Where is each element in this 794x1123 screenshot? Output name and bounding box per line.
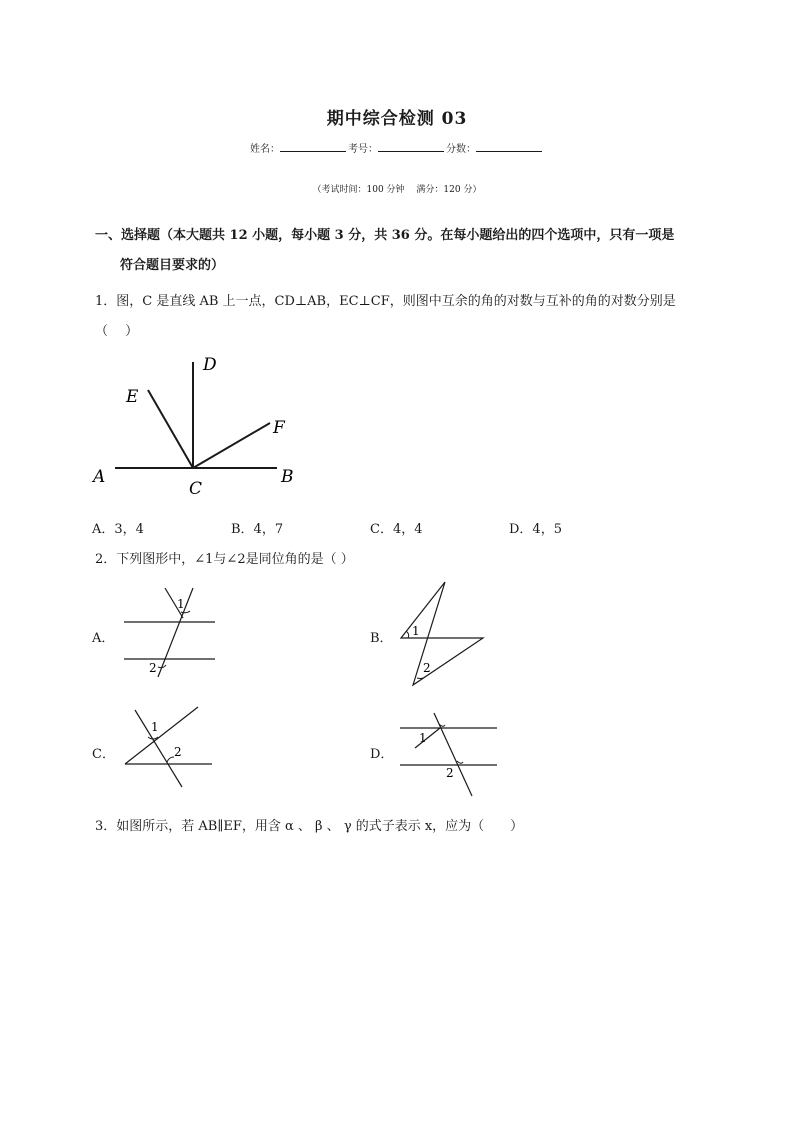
score-blank bbox=[476, 151, 542, 152]
score-label: 分数： bbox=[446, 144, 476, 155]
exam-number-blank bbox=[378, 151, 444, 152]
q2-stem: 2．下列图形中，∠1与∠2是同位角的是（ ） bbox=[95, 552, 354, 567]
exam-time-info: （考试时间：100 分钟 满分：120 分） bbox=[312, 185, 482, 195]
page-title: 期中综合检测 03 bbox=[326, 109, 468, 129]
q2-figure-d bbox=[395, 708, 505, 800]
angle-2-label: 2 bbox=[446, 766, 454, 780]
angle-1-label: 1 bbox=[177, 597, 185, 611]
label-e: E bbox=[126, 387, 139, 407]
label-c: C bbox=[189, 479, 203, 499]
student-info-line bbox=[0, 140, 794, 155]
angle-2-label: 2 bbox=[174, 745, 182, 759]
q2-figure-a bbox=[120, 585, 220, 680]
q1-stem-line2: （ ） bbox=[95, 324, 139, 339]
q1-figure bbox=[90, 350, 310, 500]
section1-heading-line1: 一、选择题（本大题共 12 小题，每小题 3 分，共 36 分。在每小题给出的四个选项中，只有一项是 bbox=[95, 228, 675, 243]
exam-number-label: 考号： bbox=[348, 144, 378, 155]
section1-heading-line2: 符合题目要求的） bbox=[120, 258, 225, 273]
q2-option-a-label[interactable]: A． bbox=[92, 631, 115, 646]
angle-1-label: 1 bbox=[412, 624, 420, 638]
ray-cf bbox=[193, 423, 270, 468]
name-blank bbox=[280, 151, 346, 152]
q1-option-c[interactable]: C．4，4 bbox=[370, 522, 423, 537]
ray-ce bbox=[148, 390, 193, 468]
q2-figure-b bbox=[395, 578, 495, 693]
q1-stem-line1: 1．图，C 是直线 AB 上一点，CD⊥AB，EC⊥CF，则图中互余的角的对数与互补的角的对数分别是 bbox=[95, 294, 676, 309]
angle-2-label: 2 bbox=[423, 661, 431, 675]
q1-option-d[interactable]: D．4，5 bbox=[509, 522, 562, 537]
angle-2-label: 2 bbox=[149, 661, 157, 675]
label-d: D bbox=[203, 355, 217, 375]
label-f: F bbox=[273, 418, 285, 438]
label-b: B bbox=[281, 467, 294, 487]
q1-option-b[interactable]: B．4，7 bbox=[231, 522, 284, 537]
angle-1-label: 1 bbox=[419, 731, 427, 745]
name-label: 姓名： bbox=[250, 144, 280, 155]
q3-stem: 3．如图所示，若 AB∥EF，用含 α 、 β 、 γ 的式子表示 x，应为（ ） bbox=[95, 819, 524, 834]
q2-option-c-label[interactable]: C． bbox=[92, 747, 115, 762]
q2-option-d-label[interactable]: D． bbox=[370, 747, 394, 762]
label-a: A bbox=[93, 467, 106, 487]
q2-option-b-label[interactable]: B． bbox=[370, 631, 393, 646]
q1-option-a[interactable]: A．3，4 bbox=[92, 522, 144, 537]
angle-1-label: 1 bbox=[151, 720, 159, 734]
q2-figure-c bbox=[120, 703, 220, 793]
